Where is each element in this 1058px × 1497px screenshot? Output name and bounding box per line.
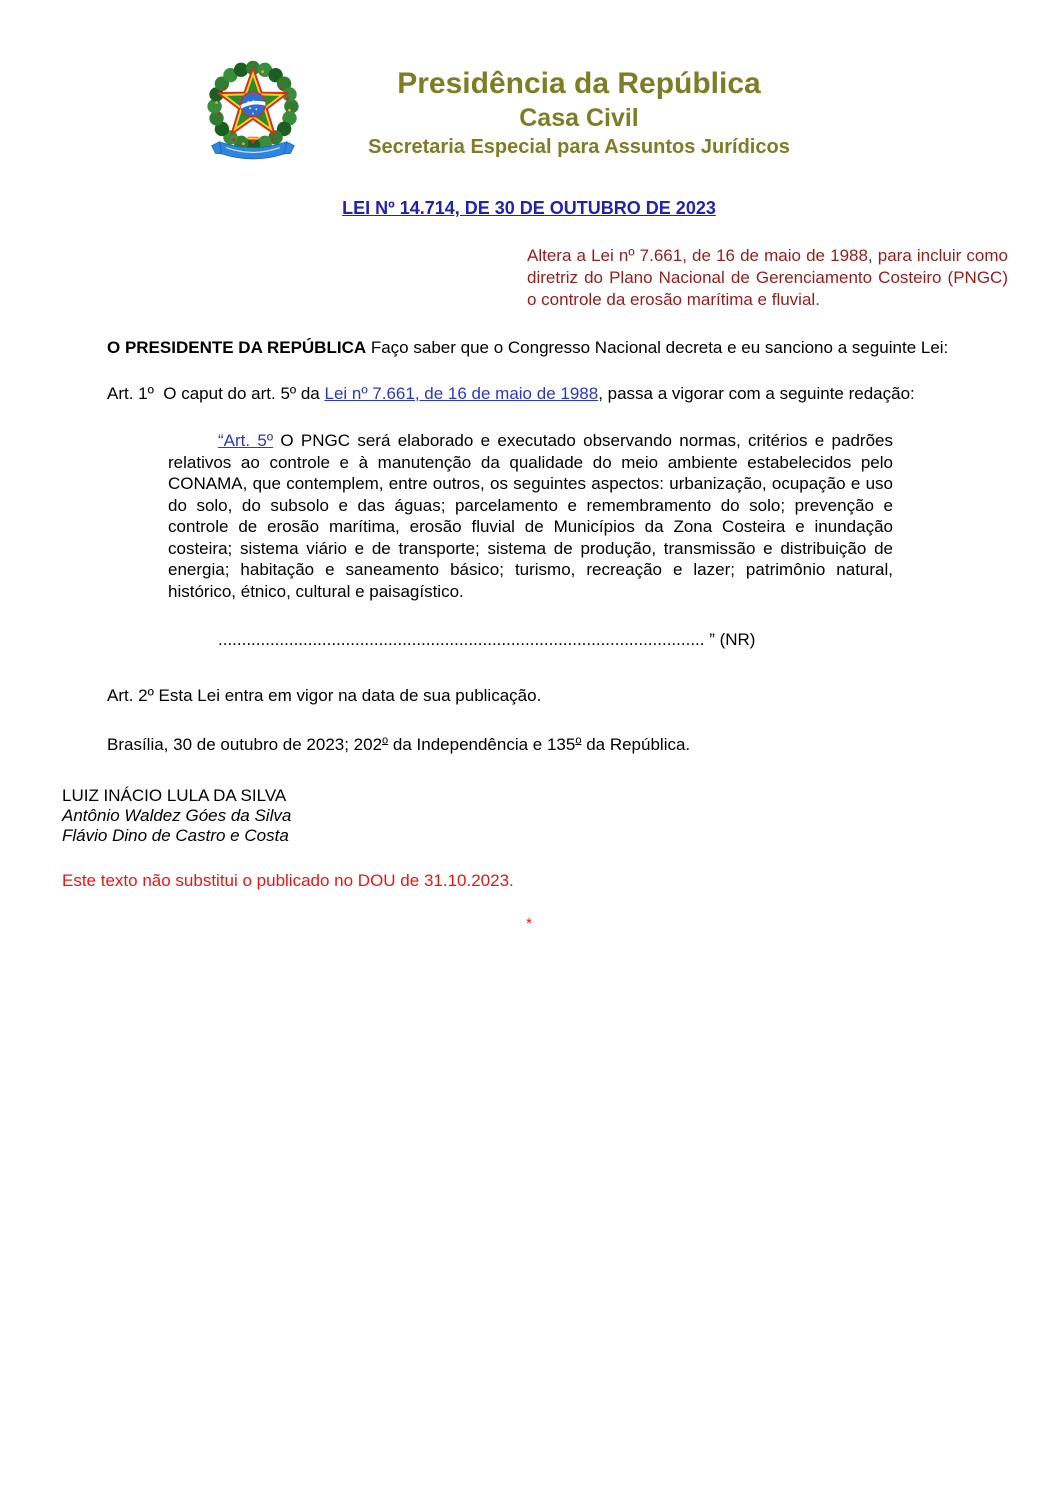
quote-article-link[interactable]: “Art. 5º (218, 431, 274, 450)
ordinal-superscript: o (382, 734, 389, 747)
nr-label: ” (NR) (704, 630, 756, 649)
article-1-text-after: , passa a vigorar com a seguinte redação: (598, 383, 915, 403)
president-label: O PRESIDENTE DA REPÚBLICA (107, 338, 367, 357)
quote-paragraph (168, 430, 893, 602)
signature-minister: Antônio Waldez Góes da Silva (62, 805, 292, 825)
dateline-part1: Brasília, 30 de outubro de 2023; 202 (107, 735, 383, 754)
ordinal-superscript: o (575, 734, 582, 747)
header-secretariat: Secretaria Especial para Assuntos Jurídicos (368, 136, 790, 158)
header-department: Casa Civil (519, 104, 639, 132)
preamble-text: Faço saber que o Congresso Nacional decreta e eu sanciono a seguinte Lei: (366, 338, 949, 357)
signature-president: LUIZ INÁCIO LULA DA SILVA (62, 785, 287, 805)
header-text-block (100, 64, 1058, 161)
dateline-paragraph (62, 734, 1008, 756)
article-1-text-before: Art. 1º O caput do art. 5º da (107, 383, 325, 403)
dotted-line-paragraph (168, 629, 893, 651)
footnote-line (0, 913, 1058, 933)
law-summary: Altera a Lei nº 7.661, de 16 de maio de 1988, para incluir como diretriz do Plano Nacional de Gerenciamento Costeiro (PNGC) o controle da erosão marítima e fluvial. (527, 246, 1008, 309)
preamble-paragraph (62, 337, 1008, 359)
dou-notice: Este texto não substitui o publicado no DOU de 31.10.2023. (62, 870, 514, 890)
dotted-line: ....................................................................................................... (218, 630, 705, 649)
document-header (0, 60, 1058, 170)
law-title-link[interactable]: LEI Nº 14.714, DE 30 DE OUTUBRO DE 2023 (342, 198, 716, 218)
signature-block (62, 786, 1008, 846)
dateline-part2: da Independência e 135 (388, 735, 576, 754)
header-org-title: Presidência da República (397, 67, 761, 100)
law-reference-link[interactable]: Lei nº 7.661, de 16 de maio de 1988 (324, 383, 599, 403)
quote-text: O PNGC será elaborado e executado observando normas, critérios e padrões relativos ao controle e à manutenção da qualidade do meio ambiente estabelecidos pelo CONAMA, que contemplem, entre outros, os seguintes aspectos: urbanização, ocupação e uso do solo, do subsolo e das águas; parcelamento e remembramento do solo; prevenção e controle de erosão marítima, erosão fluvial de Municípios da Zona Costeira e inundação costeira; sistema viário e de transporte; sistema de produção, transmissão e distribuição de energia; habitação e saneamento básico; turismo, recreação e lazer; patrimônio natural, histórico, étnico, cultural e paisagístico. (168, 431, 893, 601)
article-2-paragraph: Art. 2º Esta Lei entra em vigor na data de sua publicação. (107, 685, 542, 705)
dateline-part3: da República. (581, 735, 691, 754)
footnote-asterisk-link[interactable]: * (526, 914, 532, 932)
article-1-paragraph (62, 383, 1008, 405)
signature-minister: Flávio Dino de Castro e Costa (62, 825, 289, 845)
law-title-line (0, 198, 1058, 219)
